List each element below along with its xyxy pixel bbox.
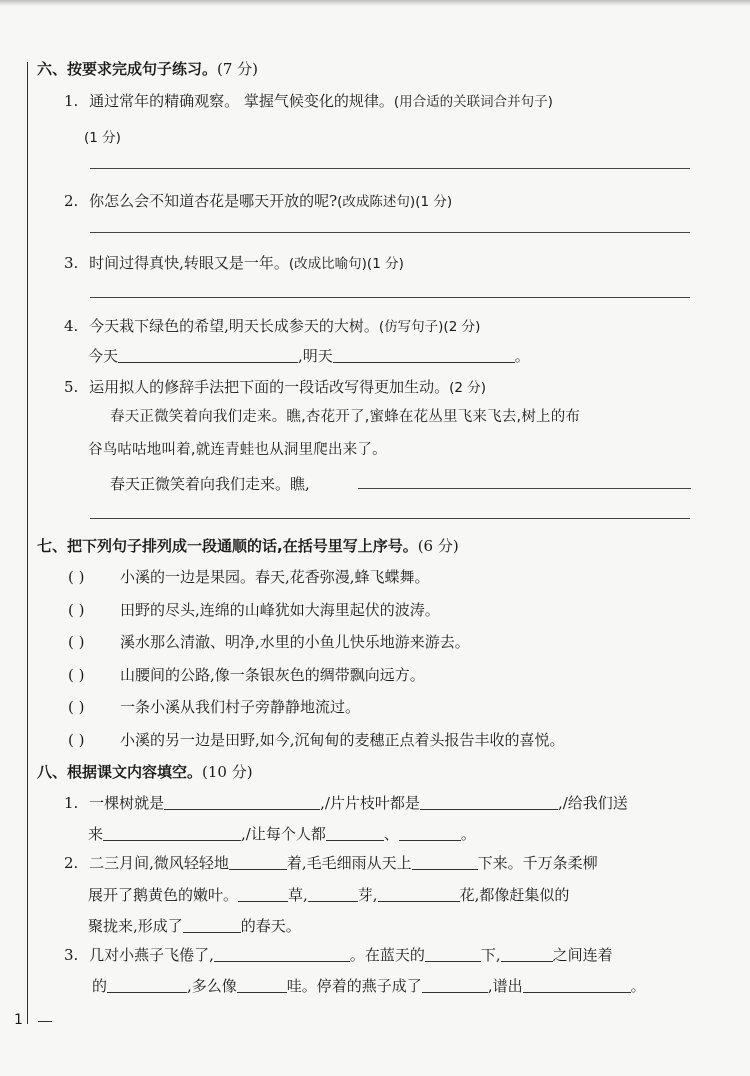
fill-text: 。 xyxy=(460,825,476,843)
section8-score: (10 分) xyxy=(202,763,253,781)
q-number: 1. xyxy=(64,794,79,812)
q-instruction: (仿写句子) xyxy=(378,319,444,335)
fill-text: 来 xyxy=(88,825,104,843)
s8-q3-line1 xyxy=(64,944,613,965)
fill-blank[interactable] xyxy=(378,886,460,902)
q-number: 3. xyxy=(64,254,79,272)
page-number-dash xyxy=(38,1021,52,1022)
order-paren[interactable]: ( ) xyxy=(68,568,85,586)
s7-item xyxy=(68,566,430,587)
fill-blank[interactable] xyxy=(399,825,461,841)
s8-q3-line2 xyxy=(92,975,646,996)
fill-text: 哇。停着的燕子成了 xyxy=(286,977,422,995)
fill-text: ,明天 xyxy=(298,347,333,365)
section6-heading xyxy=(37,58,258,79)
order-paren[interactable]: ( ) xyxy=(68,666,85,684)
s6-q5-paragraph-line1: 春天正微笑着向我们走来。瞧,杏花开了,蜜蜂在花丛里飞来飞去,树上的布 xyxy=(110,409,581,425)
fill-text: ,多么像 xyxy=(187,977,237,995)
q-score: (1 分) xyxy=(366,256,404,272)
fill-text: 草, xyxy=(288,886,308,904)
fill-text: 下, xyxy=(480,946,501,964)
fill-text: ,谱出 xyxy=(487,977,523,995)
sentence: 田野的尽头,连绵的山峰犹如大海里起伏的波涛。 xyxy=(120,601,440,619)
section7-score: (6 分) xyxy=(417,537,459,555)
fill-blank[interactable] xyxy=(425,946,481,962)
q-number: 3. xyxy=(64,946,79,964)
s8-q1-line1 xyxy=(64,792,628,813)
section8-title: 八、根据课文内容填空。 xyxy=(37,763,203,781)
sentence: 小溪的另一边是田野,如今,沉甸甸的麦穗正点着头报告丰收的喜悦。 xyxy=(120,731,565,749)
q-text: 今天栽下绿色的希望,明天长成参天的大树。 xyxy=(89,317,379,335)
fill-text: 芽, xyxy=(357,886,378,904)
s8-q2-line1 xyxy=(64,852,598,873)
sentence: 溪水那么清澈、明净,水里的小鱼儿快乐地游来游去。 xyxy=(120,633,470,651)
answer-line[interactable] xyxy=(358,488,691,489)
fill-blank[interactable] xyxy=(326,825,384,841)
s6-q2 xyxy=(64,190,452,211)
fill-text: 的 xyxy=(92,977,108,995)
fill-blank[interactable] xyxy=(229,854,287,870)
order-paren[interactable]: ( ) xyxy=(68,633,85,651)
fill-text: 今天 xyxy=(88,347,119,365)
answer-prefix: 春天正微笑着向我们走来。瞧, xyxy=(110,475,310,493)
fill-blank[interactable] xyxy=(237,977,287,993)
fill-text: ,/片片枝叶都是 xyxy=(320,794,420,812)
s7-item xyxy=(68,696,360,717)
q-text: 你怎么会不知道杏花是哪天开放的呢? xyxy=(89,192,338,210)
s8-q2-line3 xyxy=(88,915,301,936)
fill-blank[interactable] xyxy=(107,977,187,993)
sentence: 小溪的一边是果园。春天,花香弥漫,蜂飞蝶舞。 xyxy=(120,568,430,586)
q-number: 4. xyxy=(64,317,79,335)
s8-q2-line2 xyxy=(88,884,569,905)
q-score: (2 分) xyxy=(443,319,481,335)
fill-text: ,/让每个人都 xyxy=(241,825,326,843)
fill-blank[interactable] xyxy=(308,886,358,902)
q-number: 5. xyxy=(64,378,79,396)
fill-text: 二三月间,微风轻轻地 xyxy=(89,854,229,872)
fill-blank[interactable] xyxy=(183,917,241,933)
fill-text: 。在蓝天的 xyxy=(349,946,425,964)
section8-heading xyxy=(37,761,253,782)
section7-heading xyxy=(37,535,459,556)
s6-q5 xyxy=(64,376,486,397)
fill-text: 展开了鹅黄色的嫩叶。 xyxy=(88,886,239,904)
fill-text: 、 xyxy=(383,825,399,843)
q-text: 通过常年的精确观察。 掌握气候变化的规律。 xyxy=(89,92,394,110)
answer-line[interactable] xyxy=(90,168,690,169)
q-number: 1. xyxy=(64,92,79,110)
s6-q1-score: (1 分) xyxy=(84,130,121,146)
section7-title: 七、把下列句子排列成一段通顺的话,在括号里写上序号。 xyxy=(37,537,418,555)
s7-item xyxy=(68,729,565,750)
section6-score: (7 分) xyxy=(217,60,259,78)
fill-text: 。 xyxy=(514,347,530,365)
answer-line[interactable] xyxy=(90,232,690,233)
q-instruction: (用合适的关联词合并句子) xyxy=(393,94,553,110)
order-paren[interactable]: ( ) xyxy=(68,601,85,619)
fill-blank[interactable] xyxy=(523,977,631,993)
section6-title: 六、按要求完成句子练习。 xyxy=(37,60,218,78)
s6-q1 xyxy=(64,90,553,111)
q-number: 2. xyxy=(64,854,79,872)
fill-text: 几对小燕子飞倦了, xyxy=(89,946,214,964)
q-text: 运用拟人的修辞手法把下面的一段话改写得更加生动。 xyxy=(89,378,450,396)
fill-text: 之间连着 xyxy=(552,946,613,964)
page-number: 1 xyxy=(14,1012,23,1028)
sentence: 山腰间的公路,像一条银灰色的绸带飘向远方。 xyxy=(120,666,425,684)
fill-blank[interactable] xyxy=(412,854,478,870)
fill-blank[interactable] xyxy=(118,347,298,363)
s6-q5-paragraph-line2: 谷鸟咕咕地叫着,就连青蛙也从洞里爬出来了。 xyxy=(88,442,387,458)
q-score: (1 分) xyxy=(415,194,453,210)
answer-line[interactable] xyxy=(90,297,690,298)
fill-text: 下来。千万条柔柳 xyxy=(477,854,598,872)
s8-q1-line2 xyxy=(88,823,476,844)
s7-item xyxy=(68,631,470,652)
fill-blank[interactable] xyxy=(420,794,558,810)
fill-blank[interactable] xyxy=(422,977,488,993)
order-paren[interactable]: ( ) xyxy=(68,731,85,749)
fill-text: 花,都像赶集似的 xyxy=(459,886,570,904)
scan-top-edge xyxy=(0,0,750,6)
q-instruction: (改成比喻句) xyxy=(288,256,367,272)
sentence: 一条小溪从我们村子旁静静地流过。 xyxy=(120,698,361,716)
q-number: 2. xyxy=(64,192,79,210)
fill-text: 着,毛毛细雨从天上 xyxy=(286,854,412,872)
fill-blank[interactable] xyxy=(164,794,320,810)
order-paren[interactable]: ( ) xyxy=(68,698,85,716)
fill-blank[interactable] xyxy=(103,825,241,841)
s6-q5-answer xyxy=(110,473,310,494)
fill-text: 。 xyxy=(630,977,646,995)
answer-line[interactable] xyxy=(90,518,690,519)
fill-blank[interactable] xyxy=(333,347,515,363)
q-instruction: (改成陈述句) xyxy=(337,194,416,210)
s6-q4-fill xyxy=(88,345,530,366)
s7-item xyxy=(68,664,425,685)
fill-text: ,/给我们送 xyxy=(557,794,628,812)
fill-blank[interactable] xyxy=(501,946,553,962)
s7-item xyxy=(68,599,440,620)
fill-text: 的春天。 xyxy=(240,917,301,935)
fill-text: 聚拢来,形成了 xyxy=(88,917,183,935)
s6-q3 xyxy=(64,252,404,273)
fill-text: 一棵树就是 xyxy=(89,794,165,812)
s6-q4 xyxy=(64,315,480,336)
margin-rule xyxy=(27,62,28,1024)
q-text: 时间过得真快,转眼又是一年。 xyxy=(89,254,289,272)
fill-blank[interactable] xyxy=(214,946,350,962)
q-score: (2 分) xyxy=(449,380,487,396)
fill-blank[interactable] xyxy=(238,886,288,902)
